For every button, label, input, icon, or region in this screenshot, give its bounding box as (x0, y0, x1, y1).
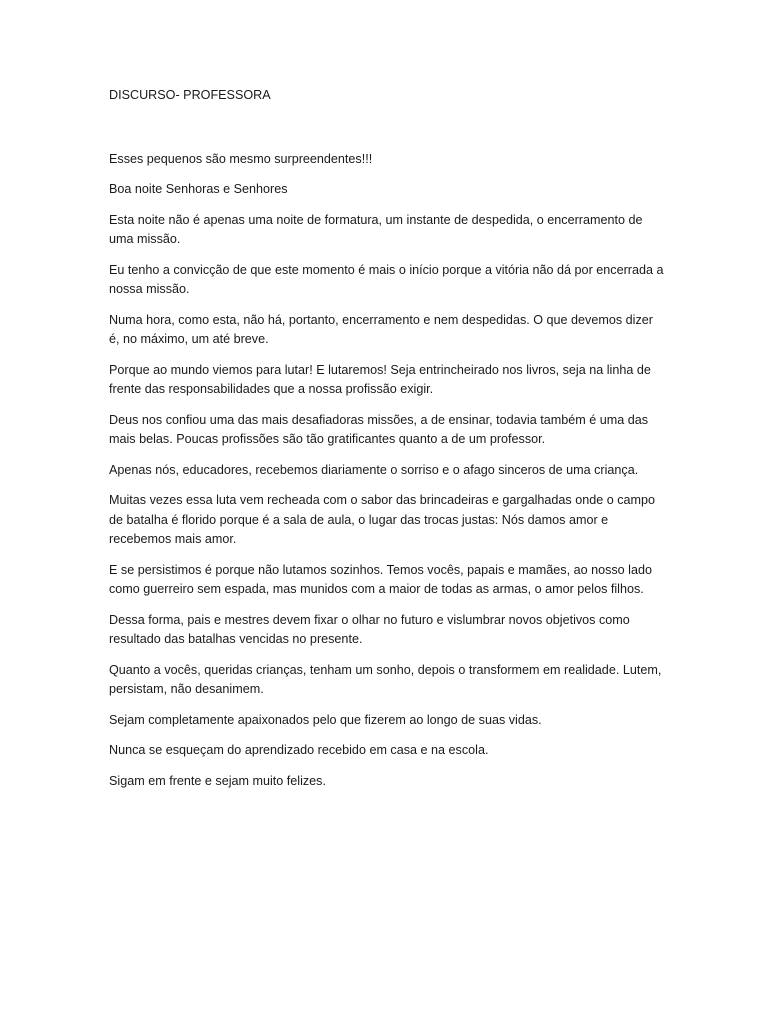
paragraph: Deus nos confiou uma das mais desafiadoras missões, a de ensinar, todavia também é uma das mais belas. Poucas profissões são tão gratificantes quanto a de um professor. (109, 412, 649, 446)
paragraph: Dessa forma, pais e mestres devem fixar o olhar no futuro e vislumbrar novos objetivos como resultado das batalhas vencidas no presente. (109, 612, 630, 646)
paragraph: Nunca se esqueçam do aprendizado recebido em casa e na escola. (109, 743, 489, 757)
paragraph: Boa noite Senhoras e Senhores (109, 182, 288, 196)
document-body (109, 86, 664, 802)
paragraph: Esta noite não é apenas uma noite de formatura, um instante de despedida, o encerramento de uma missão. (109, 212, 643, 246)
paragraph: Eu tenho a convicção de que este momento é mais o início porque a vitória não dá por encerrada a nossa missão. (109, 262, 664, 296)
paragraph: Esses pequenos são mesmo surpreendentes!!! (109, 151, 373, 166)
document-title: DISCURSO- PROFESSORA (109, 88, 271, 102)
paragraph: Numa hora, como esta, não há, portanto, encerramento e nem despedidas. O que devemos dizer é, no máximo, um até breve. (109, 312, 653, 346)
paragraph: Sejam completamente apaixonados pelo que fizerem ao longo de suas vidas. (109, 712, 542, 727)
paragraph: Muitas vezes essa luta vem recheada com o sabor das brincadeiras e gargalhadas onde o campo de batalha é florido porque é a sala de aula, o lugar das trocas justas: Nós damos amor e recebemos mais amor. (109, 493, 656, 546)
paragraph: Porque ao mundo viemos para lutar! E lutaremos! Seja entrincheirado nos livros, seja na linha de frente das responsabilidades que a nossa profissão exigir. (109, 362, 651, 396)
paragraph: Apenas nós, educadores, recebemos diariamente o sorriso e o afago sinceros de uma criança. (109, 462, 639, 477)
paragraph: Sigam em frente e sejam muito felizes. (109, 773, 326, 788)
paragraph: Quanto a vocês, queridas crianças, tenham um sonho, depois o transformem em realidade. Lutem, persistam, não desanimem. (109, 662, 662, 696)
paragraph: E se persistimos é porque não lutamos sozinhos. Temos vocês, papais e mamães, ao nosso lado como guerreiro sem espada, mas munidos com a maior de todas as armas, o amor pelos filhos. (109, 562, 652, 596)
